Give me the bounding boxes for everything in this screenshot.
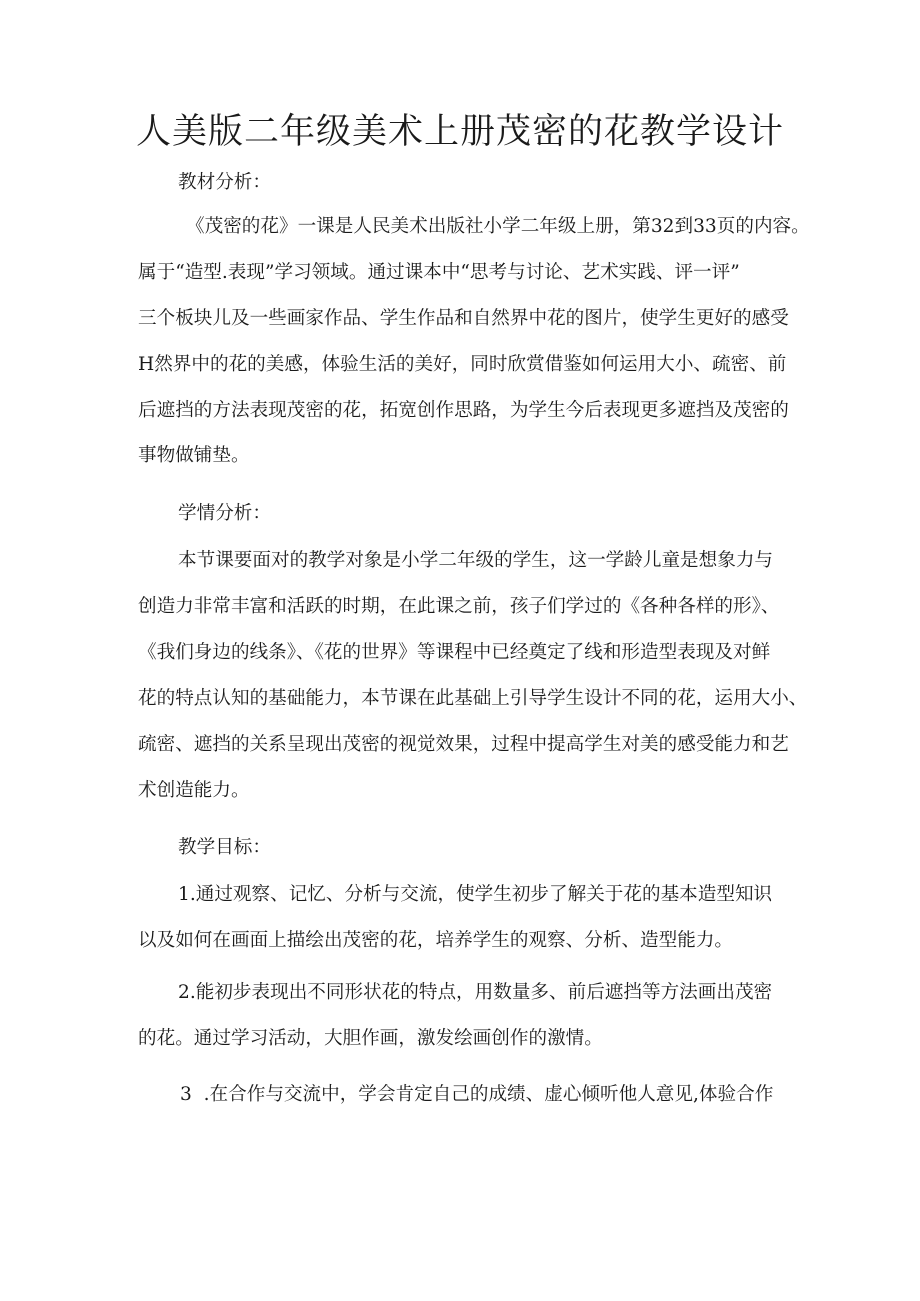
paragraph-line: 3 .在合作与交流中，学会肯定自己的成绩、虚心倾听他人意见,体验合作 — [180, 1084, 774, 1105]
paragraph-line: 术创造能力。 — [138, 780, 250, 801]
paragraph-line: 事物做铺垫。 — [138, 445, 250, 466]
paragraph-line: 属于“造型.表现”学习领域。通过课本中“思考与讨论、艺术实践、评一评” — [138, 262, 740, 283]
paragraph-line: 后遮挡的方法表现茂密的花，拓宽创作思路，为学生今后表现更多遮挡及茂密的 — [138, 400, 789, 421]
paragraph-line: 2.能初步表现出不同形状花的特点，用数量多、前后遮挡等方法画出茂密 — [178, 982, 773, 1003]
section-heading-textbook-analysis: 教材分析： — [178, 172, 271, 193]
document-title: 人美版二年级美术上册茂密的花教学设计 — [135, 112, 784, 152]
paragraph-line: 的花。通过学习活动，大胆作画，激发绘画创作的激情。 — [138, 1028, 603, 1049]
section-heading-learner-analysis: 学情分析： — [178, 503, 271, 524]
paragraph-line: 创造力非常丰富和活跃的时期，在此课之前，孩子们学过的《各种各样的形》、 — [138, 596, 780, 617]
paragraph-line: 以及如何在画面上描绘出茂密的花，培养学生的观察、分析、造型能力。 — [138, 930, 734, 951]
section-heading-teaching-objectives: 教学目标： — [178, 837, 271, 858]
paragraph-line: 三个板块儿及一些画家作品、学生作品和自然界中花的图片，使学生更好的感受 — [138, 308, 789, 329]
paragraph-line: 疏密、遮挡的关系呈现出茂密的视觉效果，过程中提高学生对美的感受能力和艺 — [138, 734, 789, 755]
paragraph-line: 《茂密的花》一课是人民美术出版社小学二年级上册，第32到33页的内容。 — [186, 216, 810, 237]
paragraph-line: 1.通过观察、记忆、分析与交流，使学生初步了解关于花的基本造型知识 — [178, 884, 773, 905]
paragraph-line: 《我们身边的线条》、《花的世界》等课程中已经奠定了线和形造型表现及对鲜 — [138, 642, 771, 663]
paragraph-line: 花的特点认知的基础能力，本节课在此基础上引导学生设计不同的花，运用大小、 — [138, 688, 808, 709]
paragraph-line: 本节课要面对的教学对象是小学二年级的学生，这一学龄儿童是想象力与 — [178, 550, 774, 571]
paragraph-line: H然界中的花的美感，体验生活的美好，同时欣赏借鉴如何运用大小、疏密、前 — [138, 354, 787, 375]
